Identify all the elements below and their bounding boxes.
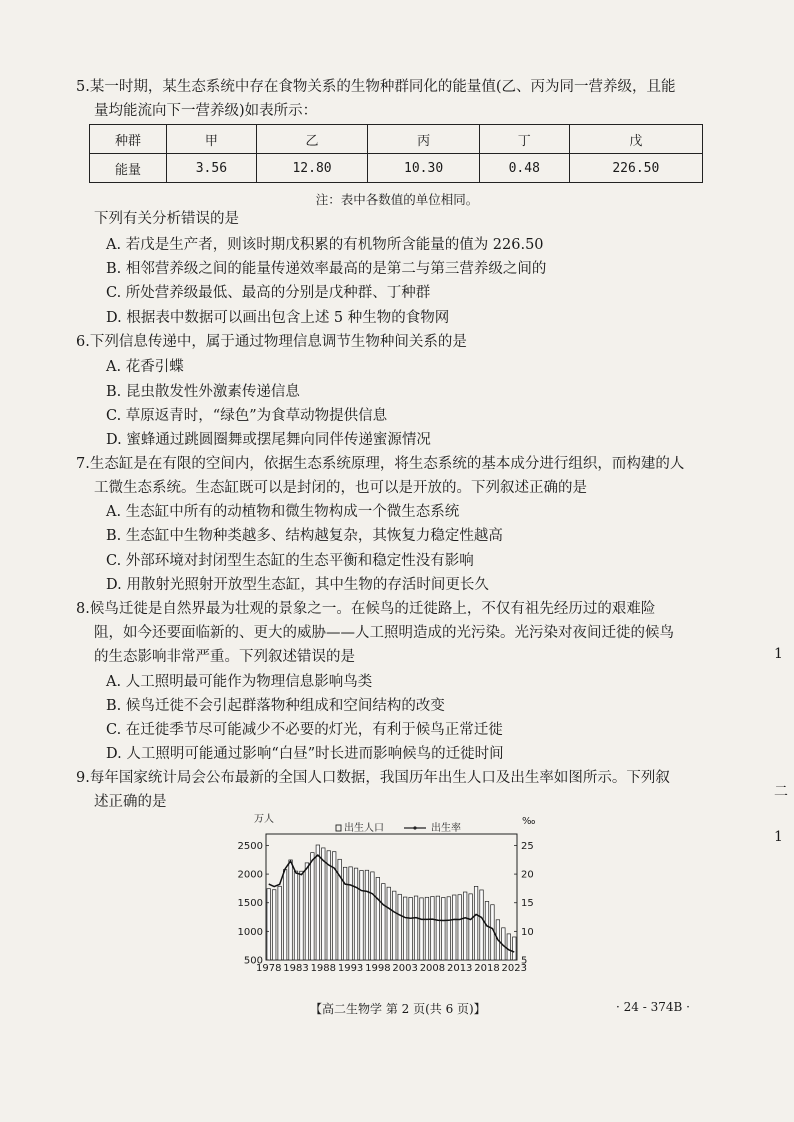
q6-option-c: C. 草原返青时，“绿色”为食草动物提供信息 [106, 408, 388, 424]
table-cell: 戊 [569, 125, 702, 154]
table-cell: 丁 [479, 125, 569, 154]
y-left-tick-label: 1000 [237, 926, 263, 938]
x-tick-label: 2003 [392, 963, 418, 974]
y-left-tick-label: 2500 [237, 840, 263, 852]
legend-bar-swatch [336, 825, 341, 831]
bar-birth-2017 [480, 890, 483, 960]
y-left-tick-label: 2000 [237, 869, 263, 881]
bar-birth-1996 [365, 870, 368, 960]
bar-birth-2006 [420, 898, 423, 960]
bar-birth-2011 [447, 897, 450, 960]
bar-birth-1988 [322, 848, 325, 960]
table-cell: 3.56 [167, 154, 257, 183]
bar-birth-2018 [485, 901, 488, 960]
y-left-tick-label: 500 [243, 955, 263, 967]
legend-line-marker [413, 826, 416, 829]
bar-birth-1999 [382, 884, 385, 960]
bar-birth-2014 [463, 892, 466, 960]
q8-option-d: D. 人工照明可能通过影响“白昼”时长进而影响候鸟的迁徙时间 [106, 746, 504, 762]
bar-birth-1998 [376, 877, 379, 960]
birth-chart [236, 812, 546, 980]
table-cell: 0.48 [479, 154, 569, 183]
q7-option-c: C. 外部环境对封闭型生态缸的生态平衡和稳定性没有影响 [106, 553, 474, 569]
x-tick-label: 1983 [283, 963, 309, 974]
table-cell: 丙 [368, 125, 480, 154]
q6-option-b: B. 昆虫散发性外激素传递信息 [106, 384, 300, 400]
y-right-tick-label: 10 [521, 926, 534, 938]
q5-option-b: B. 相邻营养级之间的能量传递效率最高的是第二与第三营养级之间的 [106, 261, 547, 277]
legend-births: 出生人口 [344, 823, 384, 834]
x-tick-label: 1978 [256, 963, 282, 974]
bar-birth-1986 [311, 853, 314, 960]
y-left-tick-label: 1500 [237, 898, 263, 910]
bar-birth-2010 [442, 897, 445, 960]
y-right-tick-label: 25 [521, 840, 534, 852]
q6-option-d: D. 蜜蜂通过跳圆圈舞或摆尾舞向同伴传递蜜源情况 [106, 432, 431, 448]
bar-birth-2002 [398, 894, 401, 960]
bar-birth-1978 [267, 889, 270, 960]
table-cell: 甲 [167, 125, 257, 154]
bar-birth-1993 [349, 867, 352, 960]
energy-table [89, 124, 703, 183]
q7-stem-line1: 7.生态缸是在有限的空间内，依据生态系统原理，将生态系统的基本成分进行组织，而构建的人 [76, 456, 685, 472]
bar-birth-2008 [431, 897, 434, 960]
y-right-tick-label: 20 [521, 869, 534, 881]
q9-stem-line1: 9.每年国家统计局会公布最新的全国人口数据，我国历年出生人口及出生率如图所示。下列叙 [76, 770, 670, 786]
bar-birth-2009 [436, 896, 439, 960]
bar-birth-1995 [360, 870, 363, 960]
q7-option-b: B. 生态缸中生物种类越多、结构越复杂，其恢复力稳定性越高 [106, 528, 503, 544]
table-cell: 10.30 [368, 154, 480, 183]
q5-stem-line1: 5.某一时期，某生态系统中存在食物关系的生物种群同化的能量值(乙、丙为同一营养级，且能 [76, 79, 676, 95]
bar-birth-1980 [278, 886, 281, 960]
q8-option-b: B. 候鸟迁徙不会引起群落物种组成和空间结构的改变 [106, 698, 445, 714]
q7-option-d: D. 用散射光照射开放型生态缸，其中生物的存活时间更长久 [106, 577, 489, 593]
y-right-unit: ‰ [522, 816, 536, 827]
side-mark: 1 [774, 829, 783, 845]
y-left-unit: 万人 [254, 814, 274, 825]
bar-birth-1979 [272, 890, 275, 960]
x-tick-label: 2018 [474, 963, 500, 974]
bar-birth-2015 [469, 894, 472, 960]
side-mark: 1 [774, 646, 783, 662]
q8-stem-line3: 的生态影响非常严重。下列叙述错误的是 [94, 649, 355, 665]
bar-birth-2004 [409, 897, 412, 960]
bar-birth-1984 [300, 871, 303, 960]
bar-birth-1994 [354, 868, 357, 960]
table-note: 注：表中各数值的单位相同。 [315, 192, 479, 207]
table-cell: 12.80 [256, 154, 368, 183]
bar-birth-2001 [392, 891, 395, 960]
footer-code: · 24 - 374B · [616, 1000, 690, 1014]
plot-frame [266, 834, 517, 960]
q8-option-c: C. 在迁徙季节尽可能减少不必要的灯光，有利于候鸟正常迁徙 [106, 722, 503, 738]
legend-rate: 出生率 [431, 823, 461, 834]
q7-stem-line2: 工微生态系统。生态缸既可以是封闭的，也可以是开放的。下列叙述正确的是 [94, 480, 587, 496]
x-tick-label: 1998 [365, 963, 391, 974]
bar-birth-1997 [371, 872, 374, 960]
side-mark: 二 [774, 784, 788, 800]
bar-birth-2022 [507, 934, 510, 960]
bar-birth-1987 [316, 845, 319, 960]
q7-option-a: A. 生态缸中所有的动植物和微生物构成一个微生态系统 [106, 504, 460, 520]
footer-page-info: 【高二生物学 第 2 页(共 6 页)】 [310, 1002, 486, 1016]
q5-option-c: C. 所处营养级最低、最高的分别是戊种群、丁种群 [106, 285, 431, 301]
x-tick-label: 1988 [310, 963, 337, 974]
table-cell: 226.50 [569, 154, 702, 183]
y-right-tick-label: 5 [521, 955, 528, 967]
q9-stem-line2: 述正确的是 [94, 794, 167, 810]
x-tick-label: 2013 [446, 963, 473, 974]
table-cell: 乙 [256, 125, 368, 154]
bar-birth-2013 [458, 895, 461, 960]
q6-option-a: A. 花香引蝶 [106, 359, 184, 375]
bar-birth-1985 [305, 863, 308, 960]
table-cell: 种群 [90, 125, 167, 154]
x-tick-label: 2023 [501, 963, 527, 974]
table-row-header [90, 125, 703, 154]
bar-birth-1981 [283, 870, 286, 960]
bar-birth-1982 [289, 860, 292, 960]
bar-birth-2000 [387, 887, 390, 960]
x-tick-label: 1993 [337, 963, 364, 974]
q6-stem: 6.下列信息传递中，属于通过物理信息调节生物种间关系的是 [76, 334, 467, 350]
bar-birth-1989 [327, 851, 330, 960]
q5-option-a: A. 若戊是生产者，则该时期戊积累的有机物所含能量的值为 226.50 [106, 237, 544, 253]
bar-birth-2012 [453, 895, 456, 960]
chart-legend [336, 821, 461, 834]
bar-birth-1983 [294, 871, 297, 960]
q5-ask: 下列有关分析错误的是 [94, 211, 239, 227]
y-right-tick-label: 15 [521, 898, 534, 910]
q8-option-a: A. 人工照明最可能作为物理信息影响鸟类 [106, 674, 373, 690]
table-cell: 能量 [90, 154, 167, 183]
table-row-values [90, 154, 703, 183]
q8-stem-line1: 8.候鸟迁徙是自然界最为壮观的景象之一。在候鸟的迁徙路上，不仅有祖先经历过的艰难险 [76, 601, 656, 617]
q8-stem-line2: 阻，如今还要面临新的、更大的威胁——人工照明造成的光污染。光污染对夜间迁徙的候鸟 [94, 625, 674, 641]
bar-birth-2007 [425, 897, 428, 960]
bar-birth-2003 [403, 897, 406, 960]
bar-birth-2016 [474, 886, 477, 960]
q5-option-d: D. 根据表中数据可以画出包含上述 5 种生物的食物网 [106, 310, 450, 326]
bar-birth-2023 [513, 937, 516, 960]
q5-stem-line2: 量均能流向下一营养级)如表所示： [94, 103, 318, 119]
bar-birth-2005 [414, 896, 417, 960]
x-tick-label: 2008 [419, 963, 446, 974]
